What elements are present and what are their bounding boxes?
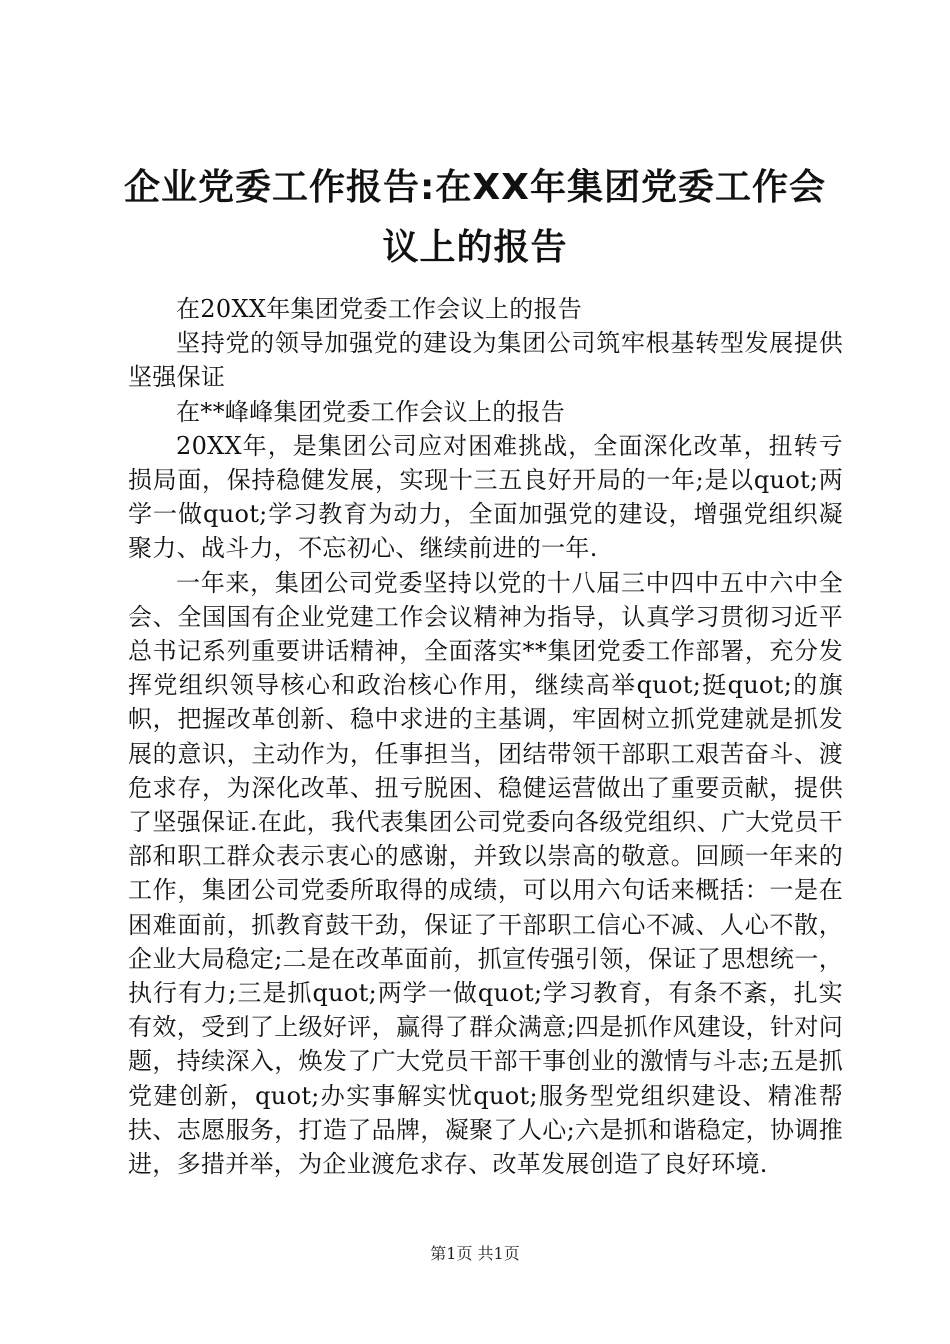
page-footer: 第1页 共1页 <box>430 1244 520 1263</box>
paragraph: 坚持党的领导加强党的建设为集团公司筑牢根基转型发展提供坚强保证 <box>128 329 843 392</box>
document-body <box>128 292 843 1181</box>
paragraph: 在**峰峰集团党委工作会议上的报告 <box>176 397 566 426</box>
paragraph: 一年来，集团公司党委坚持以党的十八届三中四中五中六中全会、全国国有企业党建工作会议精神为指导，认真学习贯彻习近平总书记系列重要讲话精神，全面落实**集团党委工作部署，充分发挥党组织领导核心和政治核心作用，继续高举quot;挺quot;的旗帜，把握改革创新、稳中求进的主基调，牢固树立抓党建就是抓发展的意识，主动作为，任事担当，团结带领干部职工艰苦奋斗、渡危求存，为深化改革、扭亏脱困、稳健运营做出了重要贡献，提供了坚强保证.在此，我代表集团公司党委向各级党组织、广大党员干部和职工群众表示衷心的感谢，并致以崇高的敬意。回顾一年来的工作，集团公司党委所取得的成绩，可以用六句话来概括：一是在困难面前，抓教育鼓干劲，保证了干部职工信心不减、人心不散，企业大局稳定;二是在改革面前，抓宣传强引领，保证了思想统一，执行有力;三是抓quot;两学一做quot;学习教育，有条不紊，扎实有效，受到了上级好评，赢得了群众满意;四是抓作风建设，针对问题，持续深入，焕发了广大党员干部干事创业的激情与斗志;五是抓党建创新，quot;办实事解实忧quot;服务型党组织建设、精准帮扶、志愿服务，打造了品牌，凝聚了人心;六是抓和谐稳定，协调推进，多措并举，为企业渡危求存、改革发展创造了良好环境. <box>128 568 843 1179</box>
document-title: 企业党委工作报告:在XX年集团党委工作会议上的报告 <box>124 167 826 268</box>
paragraph: 在20XX年集团党委工作会议上的报告 <box>176 295 583 323</box>
paragraph: 20XX年，是集团公司应对困难挑战，全面深化改革，扭转亏损局面，保持稳健发展，实现十三五良好开局的一年;是以quot;两学一做quot;学习教育为动力，全面加强党的建设，增强党组织凝聚力、战斗力，不忘初心、继续前进的一年. <box>128 431 843 563</box>
